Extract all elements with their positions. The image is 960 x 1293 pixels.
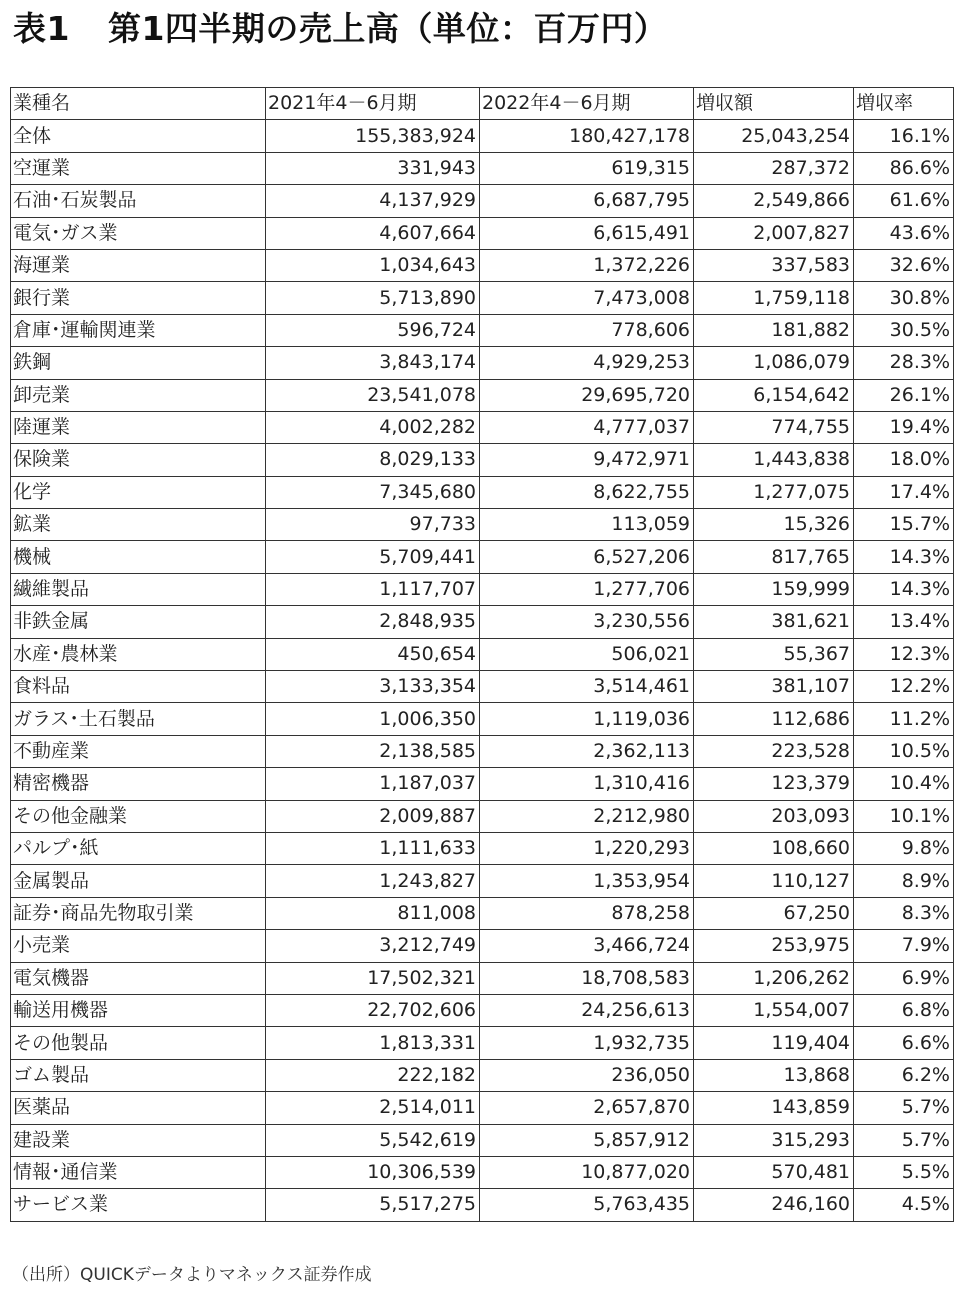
- cell-industry: 倉庫･運輸関連業: [11, 314, 266, 346]
- cell-industry: サービス業: [11, 1189, 266, 1221]
- cell-sales-2021: 4,002,282: [266, 411, 480, 443]
- cell-sales-2021: 2,009,887: [266, 800, 480, 832]
- table-row: [11, 573, 954, 605]
- cell-sales-2022: 2,362,113: [480, 735, 694, 767]
- cell-sales-2022: 236,050: [480, 1059, 694, 1091]
- cell-increase-amount: 108,660: [694, 832, 854, 864]
- table-row: [11, 1156, 954, 1188]
- table-row: [11, 282, 954, 314]
- cell-industry: パルプ･紙: [11, 832, 266, 864]
- header-increase-rate: 増収率: [854, 88, 954, 120]
- cell-industry: 医薬品: [11, 1092, 266, 1124]
- cell-sales-2022: 4,929,253: [480, 347, 694, 379]
- cell-sales-2022: 1,119,036: [480, 703, 694, 735]
- cell-sales-2021: 23,541,078: [266, 379, 480, 411]
- cell-sales-2021: 2,138,585: [266, 735, 480, 767]
- cell-sales-2021: 7,345,680: [266, 476, 480, 508]
- cell-increase-amount: 123,379: [694, 768, 854, 800]
- cell-industry: 証券･商品先物取引業: [11, 897, 266, 929]
- cell-increase-amount: 1,443,838: [694, 444, 854, 476]
- table-row: [11, 671, 954, 703]
- table-row: [11, 1092, 954, 1124]
- cell-sales-2021: 1,034,643: [266, 249, 480, 281]
- cell-industry: 化学: [11, 476, 266, 508]
- table-row: [11, 768, 954, 800]
- cell-industry: 情報･通信業: [11, 1156, 266, 1188]
- cell-sales-2022: 6,615,491: [480, 217, 694, 249]
- cell-sales-2021: 1,187,037: [266, 768, 480, 800]
- cell-sales-2021: 5,517,275: [266, 1189, 480, 1221]
- table-row: [11, 217, 954, 249]
- cell-industry: 電気機器: [11, 962, 266, 994]
- cell-increase-rate: 19.4%: [854, 411, 954, 443]
- cell-increase-amount: 6,154,642: [694, 379, 854, 411]
- cell-increase-amount: 110,127: [694, 865, 854, 897]
- cell-sales-2021: 1,243,827: [266, 865, 480, 897]
- cell-sales-2021: 3,212,749: [266, 930, 480, 962]
- cell-industry: ガラス･土石製品: [11, 703, 266, 735]
- sales-table: [10, 87, 954, 1222]
- cell-sales-2021: 1,117,707: [266, 573, 480, 605]
- source-note: （出所）QUICKデータよりマネックス証券作成: [12, 1265, 372, 1285]
- cell-industry: 卸売業: [11, 379, 266, 411]
- cell-industry: ゴム製品: [11, 1059, 266, 1091]
- cell-sales-2021: 5,542,619: [266, 1124, 480, 1156]
- cell-increase-amount: 55,367: [694, 638, 854, 670]
- table-row: [11, 994, 954, 1026]
- table-row: [11, 606, 954, 638]
- cell-increase-amount: 2,549,866: [694, 185, 854, 217]
- cell-sales-2021: 4,137,929: [266, 185, 480, 217]
- cell-sales-2022: 7,473,008: [480, 282, 694, 314]
- cell-sales-2022: 8,622,755: [480, 476, 694, 508]
- cell-sales-2021: 1,006,350: [266, 703, 480, 735]
- table-row: [11, 249, 954, 281]
- cell-increase-amount: 315,293: [694, 1124, 854, 1156]
- cell-increase-amount: 67,250: [694, 897, 854, 929]
- cell-industry: 繊維製品: [11, 573, 266, 605]
- cell-increase-amount: 1,206,262: [694, 962, 854, 994]
- table-row: [11, 1189, 954, 1221]
- cell-sales-2022: 1,277,706: [480, 573, 694, 605]
- cell-industry: 非鉄金属: [11, 606, 266, 638]
- cell-increase-amount: 287,372: [694, 152, 854, 184]
- cell-industry: 建設業: [11, 1124, 266, 1156]
- table-title: 第1四半期の売上高（単位：百万円）: [107, 9, 668, 48]
- cell-increase-amount: 181,882: [694, 314, 854, 346]
- cell-increase-rate: 6.8%: [854, 994, 954, 1026]
- header-sales-2021: 2021年4－6月期: [266, 88, 480, 120]
- cell-increase-rate: 9.8%: [854, 832, 954, 864]
- table-row: [11, 476, 954, 508]
- cell-industry: 輸送用機器: [11, 994, 266, 1026]
- cell-sales-2021: 10,306,539: [266, 1156, 480, 1188]
- cell-increase-rate: 8.9%: [854, 865, 954, 897]
- cell-increase-amount: 381,107: [694, 671, 854, 703]
- cell-sales-2022: 24,256,613: [480, 994, 694, 1026]
- cell-increase-rate: 16.1%: [854, 120, 954, 152]
- cell-increase-amount: 337,583: [694, 249, 854, 281]
- cell-increase-amount: 381,621: [694, 606, 854, 638]
- cell-increase-amount: 1,554,007: [694, 994, 854, 1026]
- cell-increase-rate: 28.3%: [854, 347, 954, 379]
- cell-increase-rate: 17.4%: [854, 476, 954, 508]
- cell-increase-amount: 25,043,254: [694, 120, 854, 152]
- cell-sales-2021: 4,607,664: [266, 217, 480, 249]
- cell-industry: 水産･農林業: [11, 638, 266, 670]
- cell-industry: 海運業: [11, 249, 266, 281]
- cell-increase-rate: 32.6%: [854, 249, 954, 281]
- table-row: [11, 120, 954, 152]
- cell-increase-rate: 30.8%: [854, 282, 954, 314]
- table-number: 表1: [13, 9, 70, 48]
- cell-sales-2021: 5,709,441: [266, 541, 480, 573]
- cell-industry: 小売業: [11, 930, 266, 962]
- cell-increase-amount: 203,093: [694, 800, 854, 832]
- cell-sales-2022: 180,427,178: [480, 120, 694, 152]
- cell-sales-2022: 1,372,226: [480, 249, 694, 281]
- cell-industry: 不動産業: [11, 735, 266, 767]
- cell-increase-rate: 6.9%: [854, 962, 954, 994]
- cell-sales-2022: 1,353,954: [480, 865, 694, 897]
- table-row: [11, 509, 954, 541]
- cell-sales-2022: 1,310,416: [480, 768, 694, 800]
- cell-industry: 陸運業: [11, 411, 266, 443]
- cell-industry: その他製品: [11, 1027, 266, 1059]
- table-row: [11, 832, 954, 864]
- table-row: [11, 1027, 954, 1059]
- cell-industry: 精密機器: [11, 768, 266, 800]
- table-row: [11, 314, 954, 346]
- table-row: [11, 411, 954, 443]
- table-row: [11, 930, 954, 962]
- cell-increase-rate: 7.9%: [854, 930, 954, 962]
- cell-increase-rate: 14.3%: [854, 573, 954, 605]
- cell-industry: その他金融業: [11, 800, 266, 832]
- table-row: [11, 735, 954, 767]
- cell-increase-amount: 253,975: [694, 930, 854, 962]
- cell-sales-2021: 8,029,133: [266, 444, 480, 476]
- cell-sales-2022: 3,466,724: [480, 930, 694, 962]
- cell-sales-2021: 596,724: [266, 314, 480, 346]
- cell-increase-rate: 13.4%: [854, 606, 954, 638]
- cell-increase-rate: 6.2%: [854, 1059, 954, 1091]
- cell-increase-rate: 12.3%: [854, 638, 954, 670]
- cell-increase-rate: 6.6%: [854, 1027, 954, 1059]
- cell-sales-2022: 4,777,037: [480, 411, 694, 443]
- cell-increase-amount: 1,086,079: [694, 347, 854, 379]
- table-row: [11, 185, 954, 217]
- cell-industry: 全体: [11, 120, 266, 152]
- cell-increase-rate: 30.5%: [854, 314, 954, 346]
- cell-industry: 食料品: [11, 671, 266, 703]
- cell-sales-2022: 619,315: [480, 152, 694, 184]
- cell-industry: 機械: [11, 541, 266, 573]
- cell-sales-2022: 3,514,461: [480, 671, 694, 703]
- cell-sales-2022: 1,220,293: [480, 832, 694, 864]
- cell-sales-2021: 2,848,935: [266, 606, 480, 638]
- cell-sales-2022: 10,877,020: [480, 1156, 694, 1188]
- cell-sales-2022: 1,932,735: [480, 1027, 694, 1059]
- cell-industry: 保険業: [11, 444, 266, 476]
- cell-sales-2022: 9,472,971: [480, 444, 694, 476]
- cell-sales-2021: 331,943: [266, 152, 480, 184]
- cell-increase-rate: 18.0%: [854, 444, 954, 476]
- cell-increase-amount: 1,277,075: [694, 476, 854, 508]
- cell-increase-amount: 2,007,827: [694, 217, 854, 249]
- cell-sales-2022: 506,021: [480, 638, 694, 670]
- cell-sales-2021: 22,702,606: [266, 994, 480, 1026]
- cell-sales-2022: 29,695,720: [480, 379, 694, 411]
- cell-increase-rate: 10.4%: [854, 768, 954, 800]
- cell-increase-rate: 10.5%: [854, 735, 954, 767]
- cell-industry: 銀行業: [11, 282, 266, 314]
- cell-industry: 鉱業: [11, 509, 266, 541]
- header-industry: 業種名: [11, 88, 266, 120]
- cell-sales-2021: 222,182: [266, 1059, 480, 1091]
- cell-industry: 電気･ガス業: [11, 217, 266, 249]
- page-title: [13, 4, 667, 54]
- table-row: [11, 865, 954, 897]
- cell-sales-2021: 811,008: [266, 897, 480, 929]
- cell-sales-2022: 3,230,556: [480, 606, 694, 638]
- cell-increase-amount: 817,765: [694, 541, 854, 573]
- cell-sales-2022: 5,763,435: [480, 1189, 694, 1221]
- cell-increase-amount: 774,755: [694, 411, 854, 443]
- cell-sales-2022: 6,687,795: [480, 185, 694, 217]
- cell-increase-rate: 12.2%: [854, 671, 954, 703]
- cell-increase-rate: 4.5%: [854, 1189, 954, 1221]
- cell-increase-amount: 112,686: [694, 703, 854, 735]
- cell-sales-2022: 2,657,870: [480, 1092, 694, 1124]
- cell-sales-2021: 97,733: [266, 509, 480, 541]
- cell-sales-2021: 3,843,174: [266, 347, 480, 379]
- header-row: [11, 88, 954, 120]
- table-row: [11, 897, 954, 929]
- cell-sales-2021: 450,654: [266, 638, 480, 670]
- cell-industry: 空運業: [11, 152, 266, 184]
- cell-increase-amount: 143,859: [694, 1092, 854, 1124]
- cell-increase-rate: 86.6%: [854, 152, 954, 184]
- cell-increase-rate: 43.6%: [854, 217, 954, 249]
- cell-sales-2021: 155,383,924: [266, 120, 480, 152]
- cell-sales-2022: 113,059: [480, 509, 694, 541]
- table-row: [11, 444, 954, 476]
- cell-increase-rate: 8.3%: [854, 897, 954, 929]
- cell-increase-amount: 223,528: [694, 735, 854, 767]
- cell-sales-2021: 1,813,331: [266, 1027, 480, 1059]
- cell-increase-rate: 61.6%: [854, 185, 954, 217]
- cell-sales-2021: 3,133,354: [266, 671, 480, 703]
- cell-increase-amount: 159,999: [694, 573, 854, 605]
- cell-increase-rate: 5.5%: [854, 1156, 954, 1188]
- cell-increase-amount: 119,404: [694, 1027, 854, 1059]
- cell-increase-rate: 5.7%: [854, 1092, 954, 1124]
- cell-increase-amount: 246,160: [694, 1189, 854, 1221]
- table-row: [11, 541, 954, 573]
- cell-sales-2021: 1,111,633: [266, 832, 480, 864]
- table-row: [11, 1059, 954, 1091]
- header-sales-2022: 2022年4－6月期: [480, 88, 694, 120]
- cell-industry: 鉄鋼: [11, 347, 266, 379]
- cell-increase-rate: 11.2%: [854, 703, 954, 735]
- table-row: [11, 347, 954, 379]
- cell-sales-2022: 878,258: [480, 897, 694, 929]
- cell-increase-rate: 26.1%: [854, 379, 954, 411]
- cell-sales-2021: 5,713,890: [266, 282, 480, 314]
- table-row: [11, 379, 954, 411]
- cell-industry: 金属製品: [11, 865, 266, 897]
- header-increase-amount: 増収額: [694, 88, 854, 120]
- cell-increase-rate: 10.1%: [854, 800, 954, 832]
- table-row: [11, 152, 954, 184]
- cell-increase-amount: 13,868: [694, 1059, 854, 1091]
- cell-increase-rate: 15.7%: [854, 509, 954, 541]
- cell-industry: 石油･石炭製品: [11, 185, 266, 217]
- cell-sales-2022: 2,212,980: [480, 800, 694, 832]
- table-row: [11, 1124, 954, 1156]
- table-row: [11, 800, 954, 832]
- cell-sales-2021: 2,514,011: [266, 1092, 480, 1124]
- sales-table-body: [11, 88, 954, 1222]
- cell-increase-amount: 15,326: [694, 509, 854, 541]
- cell-increase-rate: 14.3%: [854, 541, 954, 573]
- cell-sales-2021: 17,502,321: [266, 962, 480, 994]
- cell-sales-2022: 5,857,912: [480, 1124, 694, 1156]
- table-row: [11, 638, 954, 670]
- cell-sales-2022: 778,606: [480, 314, 694, 346]
- cell-increase-rate: 5.7%: [854, 1124, 954, 1156]
- cell-increase-amount: 1,759,118: [694, 282, 854, 314]
- table-row: [11, 703, 954, 735]
- cell-increase-amount: 570,481: [694, 1156, 854, 1188]
- cell-sales-2022: 6,527,206: [480, 541, 694, 573]
- table-row: [11, 962, 954, 994]
- cell-sales-2022: 18,708,583: [480, 962, 694, 994]
